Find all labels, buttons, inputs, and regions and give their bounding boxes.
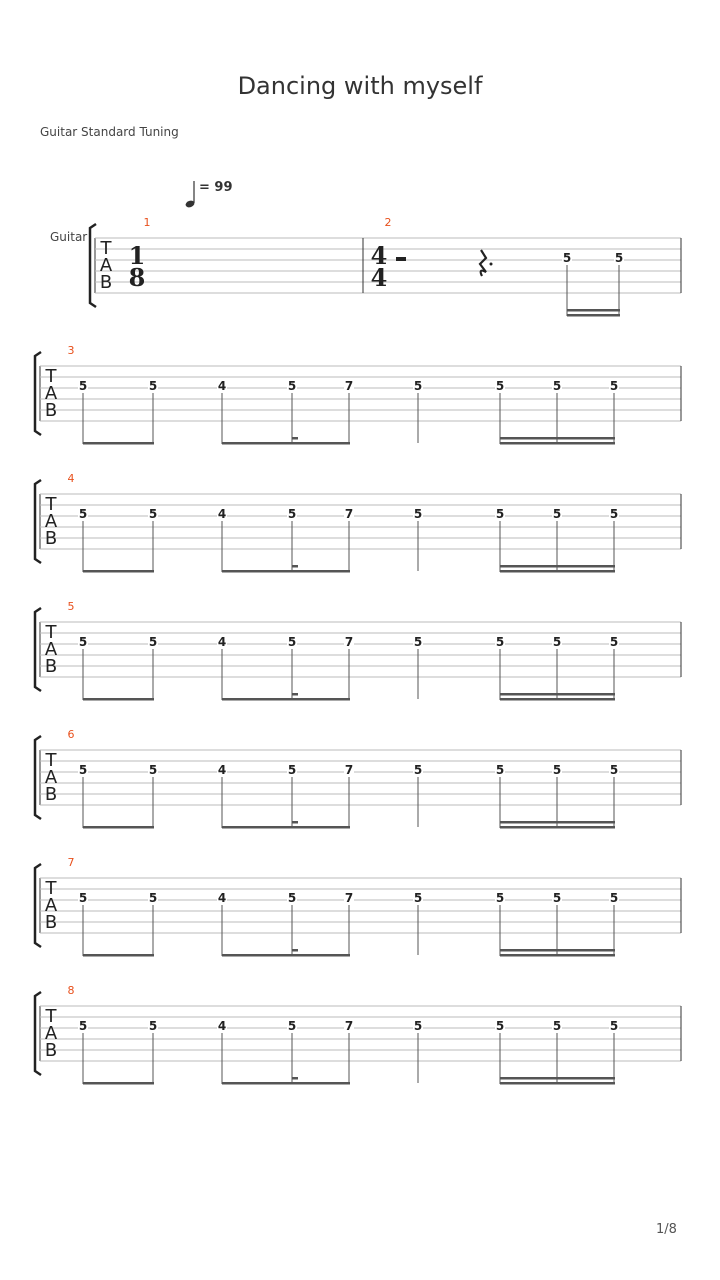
time-signature-top: 1 bbox=[128, 241, 146, 270]
partial-beam bbox=[292, 693, 298, 696]
tempo-value: = 99 bbox=[199, 180, 233, 195]
measure-number: 4 bbox=[67, 472, 75, 485]
fret-number: 5 bbox=[148, 1019, 158, 1033]
page-title: Dancing with myself bbox=[237, 72, 483, 100]
fret-number: 4 bbox=[217, 635, 227, 649]
fret-number: 5 bbox=[552, 891, 562, 905]
tuning-label: Guitar Standard Tuning bbox=[40, 125, 179, 139]
fret-number: 5 bbox=[609, 507, 619, 521]
fret-number: 5 bbox=[413, 635, 423, 649]
partial-beam bbox=[292, 821, 298, 824]
measure-number: 1 bbox=[143, 216, 151, 229]
fret-number: 5 bbox=[562, 251, 572, 265]
tab-clef-letter: A bbox=[44, 511, 58, 532]
instrument-name: Guitar bbox=[50, 230, 88, 244]
fret-number: 5 bbox=[78, 635, 88, 649]
fret-number: 5 bbox=[78, 891, 88, 905]
fret-number: 4 bbox=[217, 1019, 227, 1033]
fret-number: 4 bbox=[217, 763, 227, 777]
time-signature-bottom: 8 bbox=[128, 263, 146, 292]
measure-number: 2 bbox=[384, 216, 392, 229]
fret-number: 7 bbox=[344, 635, 354, 649]
tab-clef-letter: A bbox=[44, 1023, 58, 1044]
fret-number: 5 bbox=[609, 1019, 619, 1033]
partial-beam bbox=[292, 565, 298, 568]
fret-number: 5 bbox=[78, 1019, 88, 1033]
fret-number: 7 bbox=[344, 763, 354, 777]
beam bbox=[222, 826, 350, 829]
fret-number: 5 bbox=[609, 891, 619, 905]
tab-clef-letter: B bbox=[44, 400, 58, 421]
fret-number: 5 bbox=[78, 763, 88, 777]
beam bbox=[83, 1082, 154, 1085]
tab-clef-letter: T bbox=[45, 878, 57, 899]
beam bbox=[500, 954, 615, 957]
fret-number: 5 bbox=[148, 507, 158, 521]
beam bbox=[500, 442, 615, 445]
fret-number: 7 bbox=[344, 891, 354, 905]
fret-number: 5 bbox=[413, 1019, 423, 1033]
fret-number: 5 bbox=[148, 379, 158, 393]
measure-number: 3 bbox=[67, 344, 75, 357]
tab-clef-letter: T bbox=[45, 622, 57, 643]
partial-beam bbox=[292, 437, 298, 440]
fret-number: 5 bbox=[552, 379, 562, 393]
fret-number: 5 bbox=[287, 891, 297, 905]
fret-number: 5 bbox=[287, 1019, 297, 1033]
beam bbox=[83, 698, 154, 701]
fret-number: 7 bbox=[344, 507, 354, 521]
beam bbox=[222, 1082, 350, 1085]
beam bbox=[83, 954, 154, 957]
tab-clef-letter: A bbox=[44, 895, 58, 916]
fret-number: 4 bbox=[217, 379, 227, 393]
half-rest bbox=[396, 257, 406, 261]
fret-number: 5 bbox=[413, 507, 423, 521]
tab-clef-letter: A bbox=[44, 639, 58, 660]
beam bbox=[222, 442, 350, 445]
tab-clef-letter: T bbox=[45, 494, 57, 515]
beam bbox=[500, 949, 615, 952]
partial-beam bbox=[292, 1077, 298, 1080]
beam bbox=[567, 309, 620, 312]
tab-clef-letter: A bbox=[99, 255, 113, 276]
fret-number: 5 bbox=[287, 379, 297, 393]
fret-number: 5 bbox=[552, 1019, 562, 1033]
tab-clef-letter: B bbox=[44, 1040, 58, 1061]
fret-number: 5 bbox=[552, 635, 562, 649]
beam bbox=[500, 565, 615, 568]
tab-clef-letter: T bbox=[100, 238, 112, 259]
beam bbox=[500, 570, 615, 573]
measure-number: 8 bbox=[67, 984, 75, 997]
time-signature-top: 4 bbox=[370, 241, 388, 270]
fret-number: 5 bbox=[552, 763, 562, 777]
beam bbox=[500, 693, 615, 696]
beam bbox=[222, 570, 350, 573]
tab-clef-letter: B bbox=[44, 784, 58, 805]
fret-number: 5 bbox=[148, 891, 158, 905]
beam bbox=[567, 314, 620, 317]
fret-number: 5 bbox=[413, 763, 423, 777]
beam bbox=[500, 698, 615, 701]
fret-number: 5 bbox=[495, 507, 505, 521]
tab-clef-letter: B bbox=[44, 656, 58, 677]
fret-number: 4 bbox=[217, 891, 227, 905]
beam bbox=[500, 826, 615, 829]
tab-clef-letter: B bbox=[99, 272, 113, 293]
quarter-rest bbox=[480, 250, 486, 276]
time-signature-bottom: 4 bbox=[370, 263, 388, 292]
fret-number: 5 bbox=[495, 635, 505, 649]
fret-number: 5 bbox=[287, 763, 297, 777]
tab-clef-letter: B bbox=[44, 912, 58, 933]
fret-number: 5 bbox=[287, 635, 297, 649]
tab-clef-letter: T bbox=[45, 1006, 57, 1027]
rest-dot bbox=[490, 263, 493, 266]
fret-number: 7 bbox=[344, 379, 354, 393]
tab-clef-letter: B bbox=[44, 528, 58, 549]
fret-number: 5 bbox=[78, 507, 88, 521]
beam bbox=[222, 954, 350, 957]
fret-number: 5 bbox=[495, 1019, 505, 1033]
page-number: 1/8 bbox=[656, 1222, 677, 1237]
beam bbox=[83, 442, 154, 445]
tab-clef-letter: A bbox=[44, 767, 58, 788]
tab-clef-letter: A bbox=[44, 383, 58, 404]
beam bbox=[83, 826, 154, 829]
beam bbox=[500, 437, 615, 440]
fret-number: 5 bbox=[148, 763, 158, 777]
measure-number: 7 bbox=[67, 856, 75, 869]
fret-number: 5 bbox=[552, 507, 562, 521]
tab-clef-letter: T bbox=[45, 366, 57, 387]
beam bbox=[83, 570, 154, 573]
fret-number: 7 bbox=[344, 1019, 354, 1033]
beam bbox=[500, 1082, 615, 1085]
fret-number: 5 bbox=[609, 763, 619, 777]
beam bbox=[222, 698, 350, 701]
fret-number: 5 bbox=[609, 635, 619, 649]
fret-number: 5 bbox=[495, 891, 505, 905]
fret-number: 5 bbox=[495, 379, 505, 393]
beam bbox=[500, 821, 615, 824]
fret-number: 5 bbox=[614, 251, 624, 265]
fret-number: 5 bbox=[495, 763, 505, 777]
beam bbox=[500, 1077, 615, 1080]
fret-number: 4 bbox=[217, 507, 227, 521]
fret-number: 5 bbox=[287, 507, 297, 521]
partial-beam bbox=[292, 949, 298, 952]
fret-number: 5 bbox=[148, 635, 158, 649]
fret-number: 5 bbox=[413, 379, 423, 393]
measure-number: 5 bbox=[67, 600, 75, 613]
fret-number: 5 bbox=[78, 379, 88, 393]
tab-clef-letter: T bbox=[45, 750, 57, 771]
fret-number: 5 bbox=[609, 379, 619, 393]
fret-number: 5 bbox=[413, 891, 423, 905]
measure-number: 6 bbox=[67, 728, 75, 741]
